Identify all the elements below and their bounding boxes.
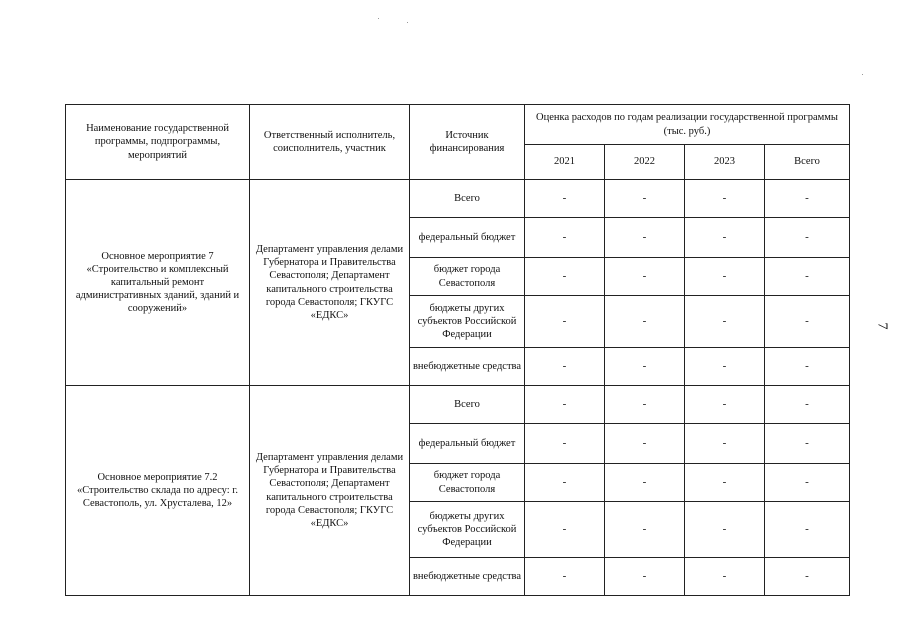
funding-source: Всего: [410, 386, 525, 424]
year-value: -: [525, 218, 605, 258]
funding-source: федеральный бюджет: [410, 218, 525, 258]
year-value: -: [605, 180, 685, 218]
funding-source: бюджет города Севастополя: [410, 258, 525, 296]
year-value: -: [605, 502, 685, 558]
year-value: -: [685, 558, 765, 596]
total-value: -: [765, 502, 850, 558]
total-value: -: [765, 296, 850, 348]
total-value: -: [765, 180, 850, 218]
header-year: 2022: [605, 145, 685, 180]
year-value: -: [605, 258, 685, 296]
funding-source: бюджет города Севастополя: [410, 464, 525, 502]
total-value: -: [765, 386, 850, 424]
header-name: Наименование государственной программы, подпрограммы, мероприятий: [66, 105, 250, 180]
responsible-executor: Департамент управления делами Губернатора и Правительства Севастополя; Департамент капитального строительства города Севастополя; ГКУГС «ЕДКС»: [250, 386, 410, 596]
year-value: -: [685, 258, 765, 296]
year-value: -: [605, 386, 685, 424]
year-value: -: [685, 424, 765, 464]
year-value: -: [605, 218, 685, 258]
total-value: -: [765, 348, 850, 386]
year-value: -: [525, 558, 605, 596]
total-value: -: [765, 464, 850, 502]
year-value: -: [685, 386, 765, 424]
total-value: -: [765, 558, 850, 596]
funding-source: внебюджетные средства: [410, 558, 525, 596]
year-value: -: [685, 180, 765, 218]
funding-source: Всего: [410, 180, 525, 218]
budget-table: [65, 104, 850, 596]
scan-speck: [862, 74, 863, 75]
year-value: -: [685, 348, 765, 386]
table-row: [66, 180, 850, 218]
activity-name: Основное мероприятие 7 «Строительство и комплексный капитальный ремонт административных зданий, зданий и сооружений»: [66, 180, 250, 386]
header-responsible: Ответственный исполнитель, соисполнитель, участник: [250, 105, 410, 180]
funding-source: федеральный бюджет: [410, 424, 525, 464]
year-value: -: [605, 348, 685, 386]
total-value: -: [765, 424, 850, 464]
funding-source: внебюджетные средства: [410, 348, 525, 386]
funding-source: бюджеты других субъектов Российской Федерации: [410, 296, 525, 348]
header-source: Источник финансирования: [410, 105, 525, 180]
year-value: -: [525, 502, 605, 558]
year-value: -: [525, 386, 605, 424]
year-value: -: [525, 424, 605, 464]
header-total: Всего: [765, 145, 850, 180]
scan-speck: [378, 18, 379, 19]
total-value: -: [765, 258, 850, 296]
year-value: -: [605, 424, 685, 464]
header-year: 2021: [525, 145, 605, 180]
table-body: [66, 180, 850, 596]
page-number: 7: [874, 322, 890, 330]
year-value: -: [685, 464, 765, 502]
year-value: -: [605, 558, 685, 596]
year-value: -: [525, 348, 605, 386]
activity-name: Основное мероприятие 7.2 «Строительство склада по адресу: г. Севастополь, ул. Хрусталева, 12»: [66, 386, 250, 596]
header-year: 2023: [685, 145, 765, 180]
year-value: -: [605, 296, 685, 348]
total-value: -: [765, 218, 850, 258]
year-value: -: [525, 296, 605, 348]
year-value: -: [605, 464, 685, 502]
table-row: [66, 386, 850, 424]
year-value: -: [525, 258, 605, 296]
year-value: -: [685, 502, 765, 558]
header-estimate: Оценка расходов по годам реализации государственной программы (тыс. руб.): [525, 105, 850, 145]
year-value: -: [685, 296, 765, 348]
funding-source: бюджеты других субъектов Российской Федерации: [410, 502, 525, 558]
scan-speck: [407, 22, 408, 23]
year-value: -: [525, 464, 605, 502]
year-value: -: [685, 218, 765, 258]
year-value: -: [525, 180, 605, 218]
responsible-executor: Департамент управления делами Губернатора и Правительства Севастополя; Департамент капитального строительства города Севастополя; ГКУГС «ЕДКС»: [250, 180, 410, 386]
